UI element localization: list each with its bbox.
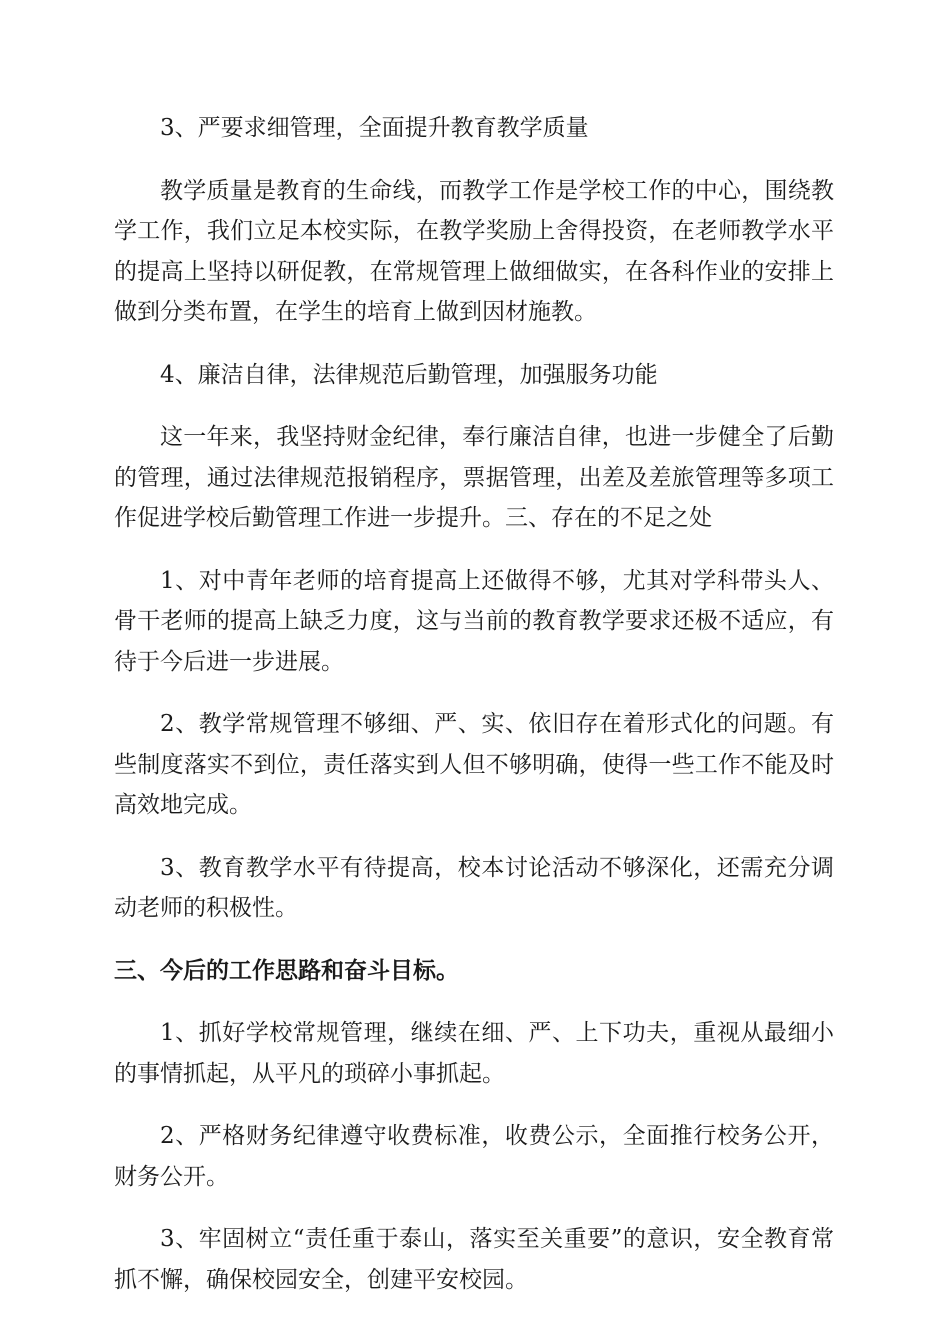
paragraph-goal-3: 3、牢固树立“责任重于泰山，落实至关重要”的意识，安全教育常抓不懈，确保校园安全，创建平安校园。 [114, 1226, 834, 1293]
paragraph-goal-1: 1、抓好学校常规管理，继续在细、严、上下功夫，重视从最细小的事情抓起，从平凡的琐碎小事抓起。 [114, 1020, 834, 1087]
paragraph-shortcoming-2: 2、教学常规管理不够细、严、实、依旧存在着形式化的问题。有些制度落实不到位，责任落实到人但不够明确，使得一些工作不能及时高效地完成。 [114, 711, 834, 818]
subheading-quality: 3、严要求细管理，全面提升教育教学质量 [160, 115, 589, 141]
paragraph-quality: 教学质量是教育的生命线，而教学工作是学校工作的中心，围绕教学工作，我们立足本校实际，在教学奖励上舍得投资，在老师教学水平的提高上坚持以研促教，在常规管理上做细做实，在各科作业的安排上做到分类布置，在学生的培育上做到因材施教。 [114, 177, 834, 325]
document-body [114, 108, 834, 1322]
paragraph-shortcoming-1: 1、对中青年老师的培育提高上还做得不够，尤其对学科带头人、骨干老师的提高上缺乏力度，这与当前的教育教学要求还极不适应，有待于今后进一步进展。 [114, 567, 834, 675]
paragraph-goal-2: 2、严格财务纪律遵守收费标准，收费公示，全面推行校务公开，财务公开。 [114, 1123, 834, 1190]
paragraph-shortcoming-3: 3、教育教学水平有待提高，校本讨论活动不够深化，还需充分调动老师的积极性。 [114, 854, 834, 921]
paragraph-logistics: 这一年来，我坚持财金纪律，奉行廉洁自律，也进一步健全了后勤的管理，通过法律规范报销程序，票据管理，出差及差旅管理等多项工作促进学校后勤管理工作进一步提升。三、存在的不足之处 [114, 424, 834, 531]
subheading-logistics: 4、廉洁自律，法律规范后勤管理，加强服务功能 [160, 361, 658, 388]
section-heading: 三、今后的工作思路和奋斗目标。 [114, 957, 459, 984]
